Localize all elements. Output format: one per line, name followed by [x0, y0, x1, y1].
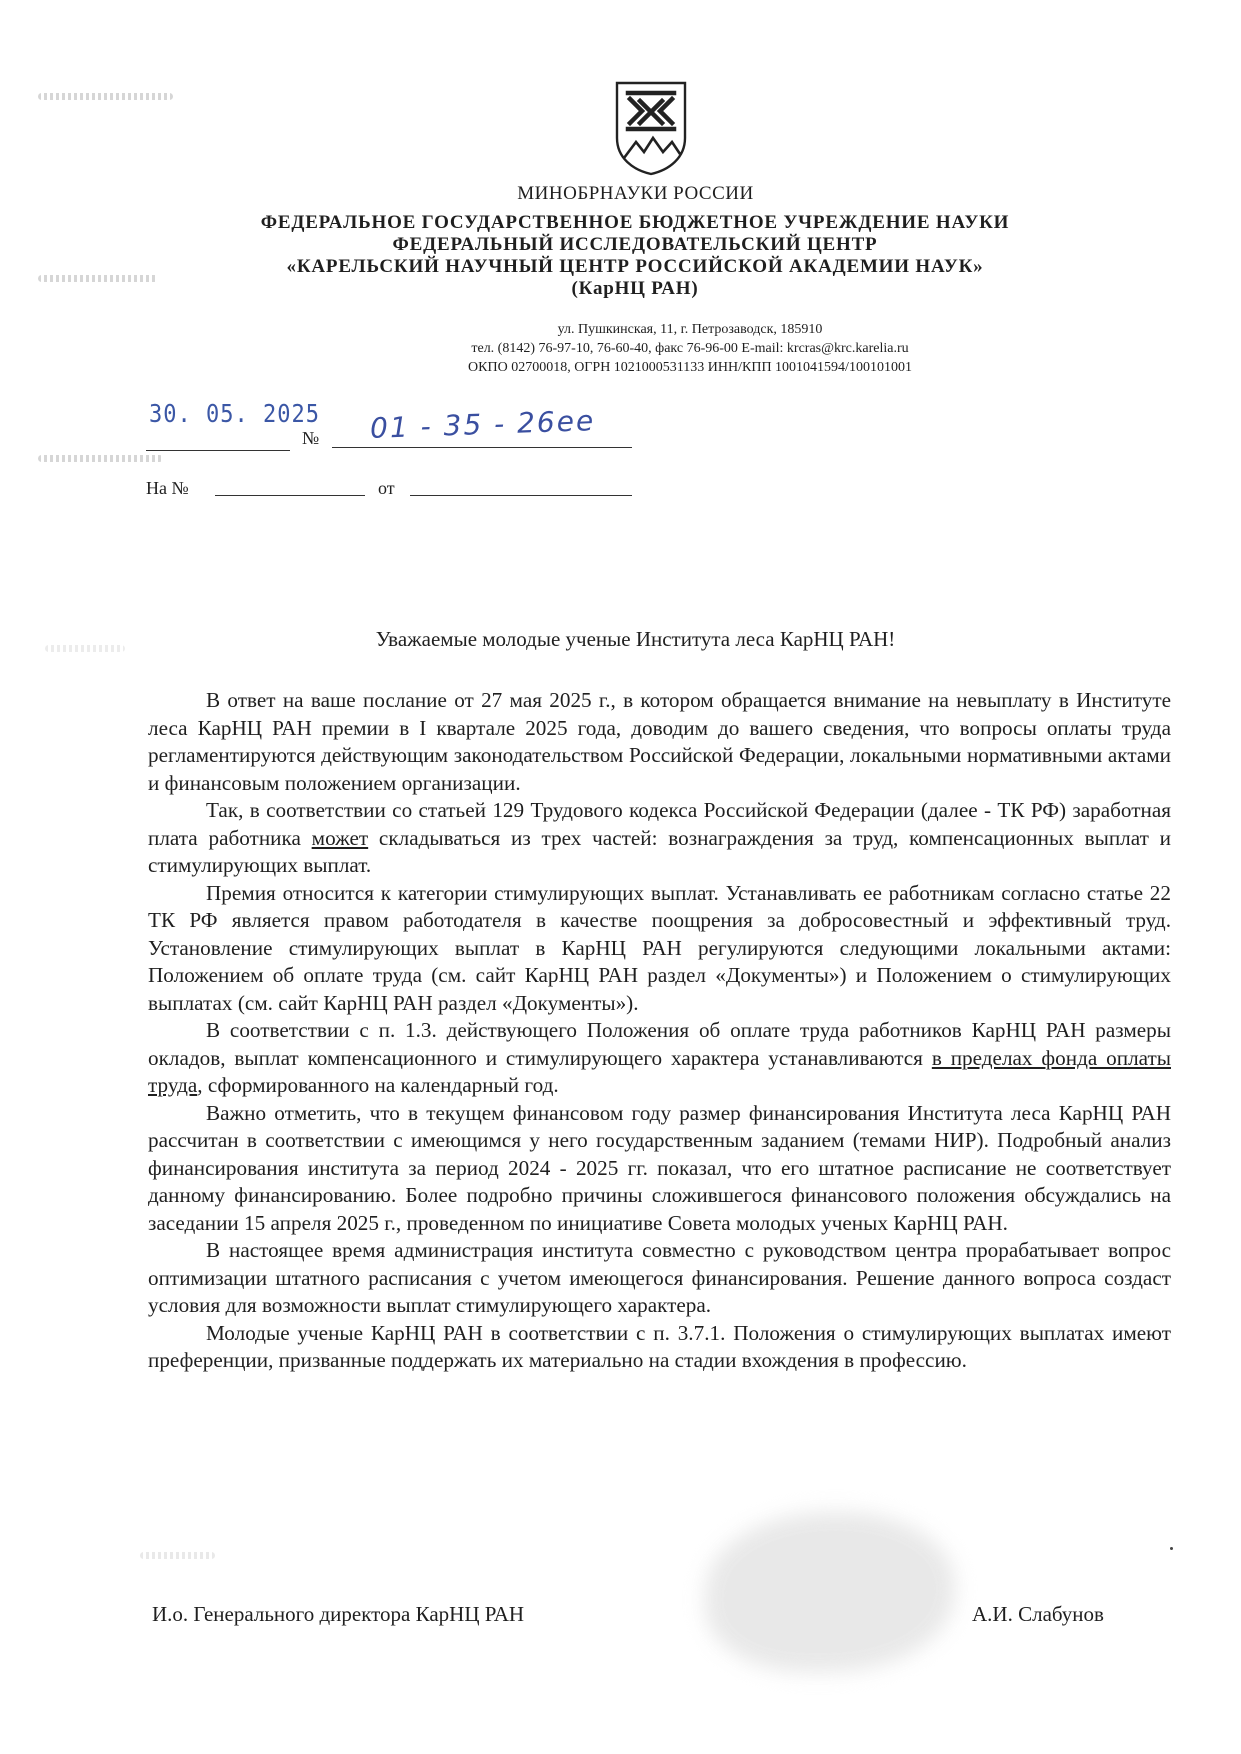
- paragraph: Важно отметить, что в текущем финансовом году размер финансирования Института леса КарНЦ РАН рассчитан в соответствии с имеющимся у него государственным заданием (темами НИР). Подробный анализ финансирования института за период 2024 - 2025 гг. показал, что его штатное расписание не соответствует данному финансированию. Более подробно причины сложившегося финансового положения обсуждались на заседании 15 апреля 2025 г., проведенном по инициативе Совета молодых ученых КарНЦ РАН.: [148, 1100, 1171, 1235]
- organization-name: [195, 212, 1075, 300]
- underlined-text: в пределах фонда оплаты труда: [148, 1045, 1171, 1097]
- phone-email-line: тел. (8142) 76-97-10, 76-60-40, факс 76-96-00 E-mail: krcras@krc.karelia.ru: [471, 341, 909, 356]
- organization-line: «КАРЕЛЬСКИЙ НАУЧНЫЙ ЦЕНТР РОССИЙСКОЙ АКАДЕМИИ НАУК»: [286, 256, 984, 277]
- karnc-ran-logo-icon: [614, 80, 688, 176]
- number-underline: [332, 447, 632, 448]
- paragraph: Так, в соответствии со статьей 129 Трудового кодекса Российской Федерации (далее - ТК РФ) заработная плата работника может складываться из трех частей: вознаграждения за труд, компенсационных выплат и стимулирующих выплат.: [148, 798, 1171, 877]
- scan-smudge: [38, 455, 163, 462]
- date-underline: [146, 450, 290, 451]
- ministry-name: МИНОБРНАУКИ РОССИИ: [517, 183, 754, 204]
- address-line: ул. Пушкинская, 11, г. Петрозаводск, 185910: [557, 322, 823, 337]
- paragraph: Молодые ученые КарНЦ РАН в соответствии с п. 3.7.1. Положения о стимулирующих выплатах имеют преференции, призванные поддержать их материально на стадии вхождения в профессию.: [148, 1320, 1171, 1372]
- date-stamp: 30. 05. 2025: [149, 400, 320, 429]
- registration-codes-line: ОКПО 02700018, ОГРН 1021000531133 ИНН/КПП 1001041594/100101001: [468, 360, 912, 375]
- organization-contacts: [300, 320, 1080, 377]
- paragraph: Премия относится к категории стимулирующих выплат. Устанавливать ее работникам согласно статье 22 ТК РФ является правом работодателя в качестве поощрения за добросовестный и эффективный труд. Установление стимулирующих выплат в КарНЦ РАН регулируются следующими локальными актами: Положением об оплате труда (см. сайт КарНЦ РАН раздел «Документы») и Положением о стимулирующих выплатах (см. сайт КарНЦ РАН раздел «Документы»).: [148, 880, 1171, 1015]
- reply-from-label: от: [378, 478, 395, 498]
- paragraph: В настоящее время администрация института совместно с руководством центра прорабатывает вопрос оптимизации штатного расписания с учетом имеющегося финансирования. Решение данного вопроса создаст условия для возможности выплат стимулирующего характера.: [148, 1238, 1171, 1317]
- organization-line: (КарНЦ РАН): [571, 278, 699, 299]
- reply-date-underline: [410, 495, 632, 496]
- scan-smudge: [140, 1552, 215, 1559]
- paragraph: В ответ на ваше послание от 27 мая 2025 г., в котором обращается внимание на невыплату в Институте леса КарНЦ РАН премии в I квартале 2025 года, доводим до вашего сведения, что вопросы оплаты труда регламентируются действующим законодательством Российской Федерации, локальными нормативными актами и финансовым положением организации.: [148, 688, 1171, 795]
- salutation: Уважаемые молодые ученые Института леса КарНЦ РАН!: [375, 627, 896, 651]
- scan-smudge: [38, 275, 158, 282]
- handwritten-document-number: 01 - 35 - 26ee: [369, 404, 596, 445]
- reply-number-underline: [215, 495, 365, 496]
- organization-line: ФЕДЕРАЛЬНЫЙ ИССЛЕДОВАТЕЛЬСКИЙ ЦЕНТР: [392, 234, 878, 255]
- reply-to-label: На №: [146, 478, 189, 498]
- underlined-text: может: [311, 825, 369, 850]
- scan-dot: [1170, 1547, 1173, 1550]
- number-sign: №: [302, 428, 320, 448]
- signatory-title: И.о. Генерального директора КарНЦ РАН: [152, 1602, 525, 1626]
- letter-body: [148, 687, 1171, 1375]
- scan-smudge: [38, 93, 173, 100]
- paragraph: В соответствии с п. 1.3. действующего Положения об оплате труда работников КарНЦ РАН размеры окладов, выплат компенсационного и стимулирующего характера устанавливаются в пределах фонда оплаты труда, сформированного на календарный год.: [148, 1018, 1171, 1097]
- organization-line: ФЕДЕРАЛЬНОЕ ГОСУДАРСТВЕННОЕ БЮДЖЕТНОЕ УЧРЕЖДЕНИЕ НАУКИ: [260, 212, 1010, 233]
- redacted-signature: [705, 1512, 955, 1672]
- signatory-name: А.И. Слабунов: [972, 1602, 1104, 1626]
